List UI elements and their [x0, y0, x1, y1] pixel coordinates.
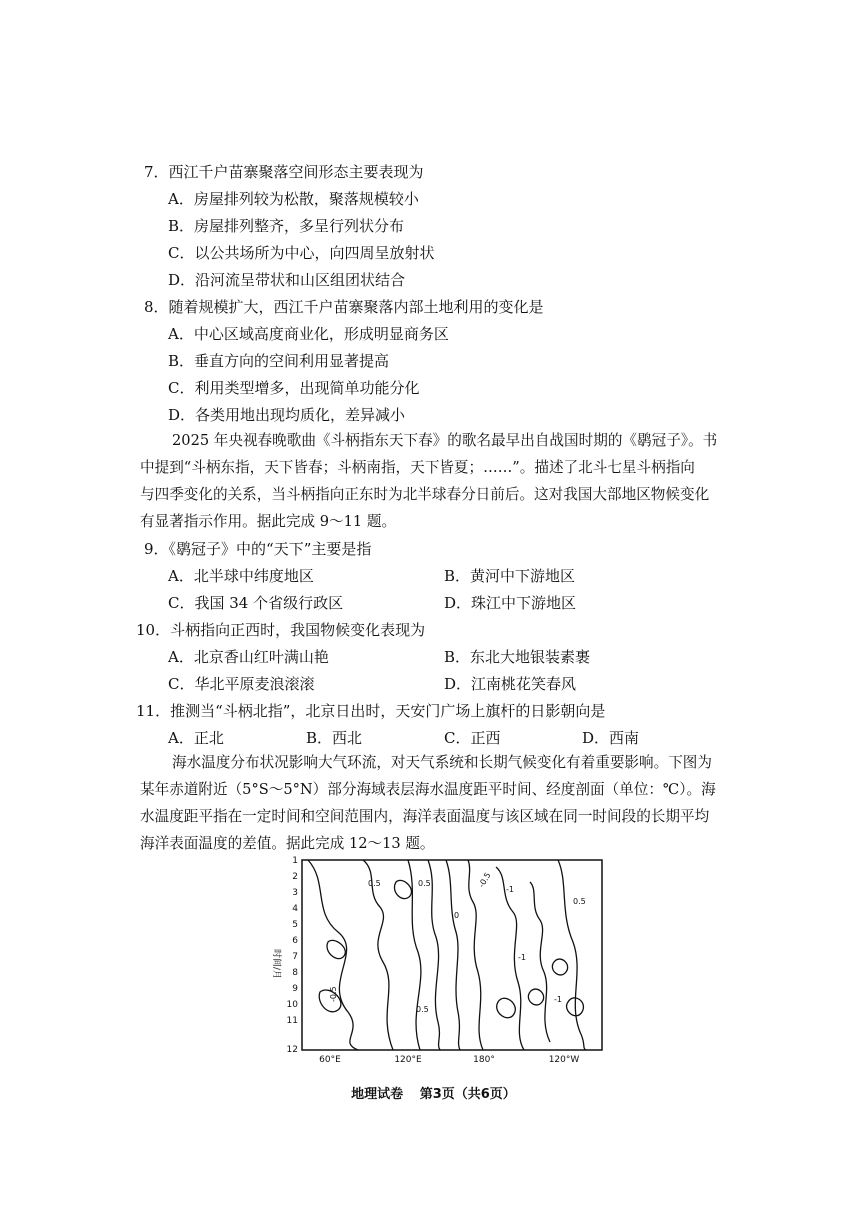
figure-ytick: 9	[292, 984, 298, 994]
figure-ytick: 6	[292, 936, 298, 946]
passage-2-line: 海洋表面温度的差值。据此完成 12～13 题。	[140, 835, 435, 852]
question-9-option-c: C．我国 34 个省级行政区	[168, 594, 344, 612]
figure-xtick: 60°E	[319, 1055, 341, 1065]
figure-ylabel: 时间/月	[271, 949, 281, 980]
question-10-option-c: C．华北平原麦浪滚滚	[168, 675, 315, 693]
question-10-option-d: D．江南桃花笑春风	[444, 675, 577, 693]
figure-ytick: 2	[292, 872, 298, 882]
question-8-stem: 8．随着规模扩大，西江千户苗寨聚落内部土地利用的变化是	[144, 298, 544, 316]
figure-ytick: 8	[292, 968, 298, 978]
passage-1-line: 与四季变化的关系，当斗柄指向正东时为北半球春分日前后。这对我国大部地区物候变化	[140, 486, 710, 503]
question-7-option-b: B．房屋排列整齐，多呈行列状分布	[168, 217, 405, 235]
contour-label: 0.5	[573, 897, 586, 906]
contour-label: 0.5	[418, 879, 431, 888]
question-11-option-b: B．西北	[306, 729, 363, 747]
contour-label: -1	[518, 953, 526, 962]
figure-xtick: 120°E	[394, 1055, 422, 1065]
passage-1-line: 中提到“斗柄东指，天下皆春；斗柄南指，天下皆夏；……”。描述了北斗七星斗柄指向	[140, 459, 695, 476]
contour-label: 0.5	[416, 1005, 429, 1014]
question-11-stem: 11．推测当“斗柄北指”，北京日出时，天安门广场上旗杆的日影朝向是	[136, 702, 606, 720]
figure-ytick: 10	[286, 1000, 298, 1010]
contour-label: -1	[506, 885, 514, 894]
question-10-option-a: A．北京香山红叶满山艳	[168, 648, 329, 666]
figure-ytick: 4	[292, 904, 298, 914]
passage-2-line: 海水温度分布状况影响大气环流，对天气系统和长期气候变化有着重要影响。下图为	[172, 754, 712, 771]
question-11-option-d: D．西南	[582, 729, 640, 747]
question-9-option-b: B．黄河中下游地区	[444, 567, 576, 585]
question-7-option-a: A．房屋排列较为松散，聚落规模较小	[168, 190, 419, 208]
contour-label: 0	[454, 911, 460, 920]
question-10-option-b: B．东北大地银装素裹	[444, 648, 591, 666]
passage-2-line: 水温度距平指在一定时间和空间范围内，海洋表面温度与该区域在同一时间段的长期平均	[140, 808, 710, 825]
passage-2-line: 某年赤道附近（5°S～5°N）部分海域表层海水温度距平时间、经度剖面（单位：℃）。海	[140, 781, 716, 798]
passage-2	[140, 749, 732, 857]
question-8-option-b: B．垂直方向的空间利用显著提高	[168, 352, 390, 370]
question-7-stem: 7．西江千户苗寨聚落空间形态主要表现为	[144, 163, 424, 181]
contour-label: 0.5	[368, 879, 381, 888]
figure-xtick: 180°	[473, 1055, 495, 1065]
figure-ytick: 11	[286, 1016, 298, 1026]
plot-frame	[302, 860, 602, 1050]
contour-label: -1	[554, 995, 562, 1004]
question-8-option-c: C．利用类型增多，出现简单功能分化	[168, 379, 420, 397]
question-7-option-d: D．沿河流呈带状和山区组团状结合	[168, 271, 406, 289]
sst-anomaly-figure	[268, 852, 608, 1067]
figure-ytick: 1	[292, 856, 298, 866]
figure-ytick: 3	[292, 888, 298, 898]
question-9-option-a: A．北半球中纬度地区	[168, 567, 314, 585]
passage-1	[140, 427, 732, 535]
contour-label: -0.5	[329, 986, 338, 1002]
question-9-option-d: D．珠江中下游地区	[444, 594, 577, 612]
figure-ytick: 7	[292, 952, 298, 962]
page-footer	[0, 1083, 867, 1102]
contour-lines	[308, 860, 586, 1050]
figure-ytick: 12	[286, 1045, 298, 1055]
figure-ytick: 5	[292, 920, 298, 930]
question-8-option-a: A．中心区域高度商业化，形成明显商务区	[168, 325, 449, 343]
question-8-option-d: D．各类用地出现均质化，差异减小	[168, 406, 406, 424]
question-10-stem: 10．斗柄指向正西时，我国物候变化表现为	[136, 621, 426, 639]
question-9-stem: 9．《鹖冠子》中的“天下”主要是指	[144, 540, 372, 558]
contour-label: -0.5	[476, 870, 493, 889]
passage-1-line: 有显著指示作用。据此完成 9～11 题。	[140, 513, 397, 530]
question-7-option-c: C．以公共场所为中心，向四周呈放射状	[168, 244, 435, 262]
footer-page: 第3页（共6页）	[419, 1087, 516, 1102]
figure-xtick: 120°W	[548, 1055, 580, 1065]
passage-1-line: 2025 年央视春晚歌曲《斗柄指东天下春》的歌名最早出自战国时期的《鹖冠子》。书	[172, 432, 718, 449]
question-11-option-c: C．正西	[444, 729, 501, 747]
question-11-option-a: A．正北	[168, 729, 224, 747]
footer-subject: 地理试卷	[351, 1087, 404, 1102]
